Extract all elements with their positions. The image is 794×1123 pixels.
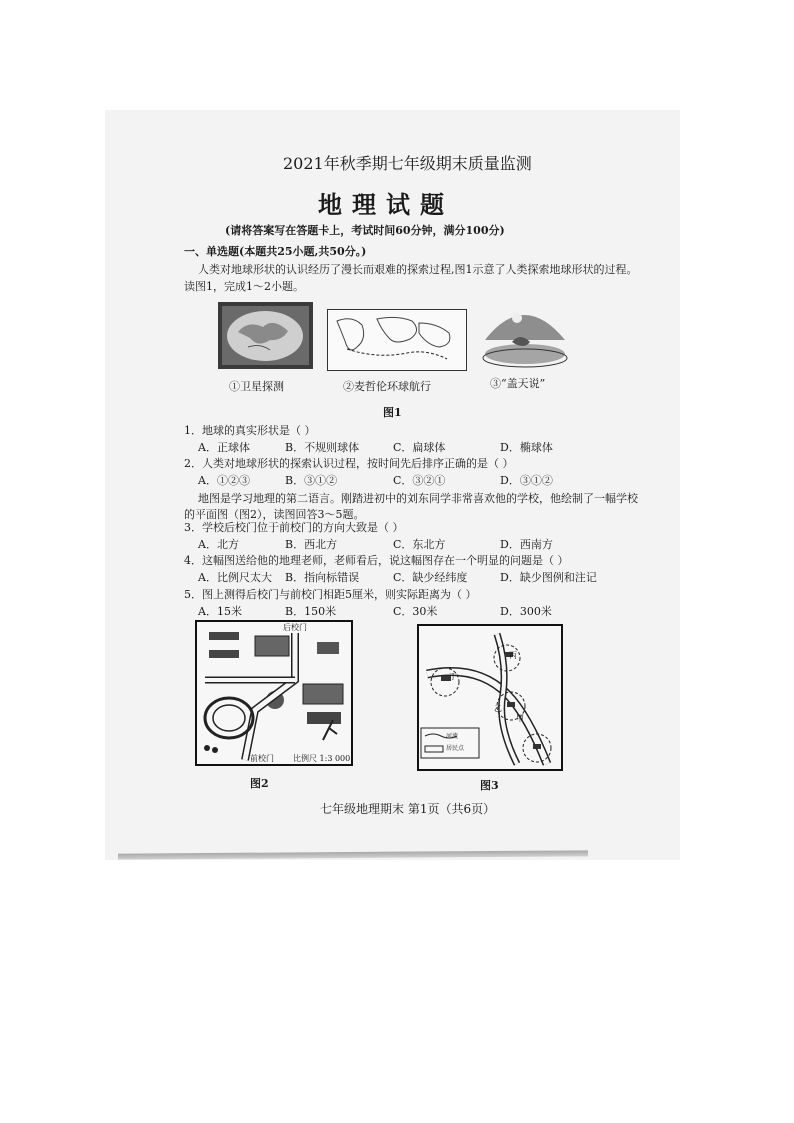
q3-option-a: A．北方 xyxy=(198,538,239,551)
exam-instruction: (请将答案写在答题卡上，考试时间60分钟，满分100分) xyxy=(225,224,505,237)
gaitian-model-image xyxy=(477,300,572,375)
intro-line-1: 人类对地球形状的认识经历了漫长而艰难的探索过程,图1示意了人类探索地球形状的过程。 xyxy=(198,263,638,276)
question-1: 1．地球的真实形状是（ ） xyxy=(184,424,316,437)
q2-option-d: D．③①② xyxy=(500,474,553,487)
mark-yi: 乙 xyxy=(494,704,502,713)
q2-option-b: B．③①② xyxy=(285,474,338,487)
question-3: 3．学校后校门位于前校门的方向大致是（ ） xyxy=(184,521,404,534)
scale-label: 比例尺 1:3 000 xyxy=(293,754,351,763)
q1-option-d: D．椭球体 xyxy=(500,441,553,454)
front-gate-label: 前校门 xyxy=(250,754,274,763)
school-plan-map xyxy=(195,620,353,766)
intro-line-2: 读图1，完成1～2小题。 xyxy=(184,280,304,293)
figure3-label: 图3 xyxy=(480,779,499,792)
question-5: 5．图上测得后校门与前校门相距5厘米，则实际距离为（ ） xyxy=(184,588,477,601)
map-intro-line-1: 地图是学习地理的第二语言。刚踏进初中的刘东同学非常喜欢他的学校，他绘制了一幅学校 xyxy=(198,492,638,505)
q4-option-c: C．缺少经纬度 xyxy=(393,571,468,584)
section-heading: 一、单选题(本题共25小题,共50分。) xyxy=(184,245,367,258)
q3-option-b: B．西北方 xyxy=(285,538,338,551)
q4-option-b: B．指向标错误 xyxy=(285,571,360,584)
q5-option-c: C．30米 xyxy=(393,605,438,618)
mark-jia: 甲 xyxy=(516,714,524,723)
question-2: 2．人类对地球形状的探索认识过程，按时间先后排序正确的是（ ） xyxy=(184,457,514,470)
figure1-caption-2: ②麦哲伦环球航行 xyxy=(343,380,431,393)
q2-option-a: A．①②③ xyxy=(198,474,250,487)
q1-option-a: A．正球体 xyxy=(198,441,250,454)
exam-title: 地理试题 xyxy=(318,190,454,219)
map-intro-line-2: 的平面图（图2），读图回答3～5题。 xyxy=(184,508,365,521)
magellan-route-map xyxy=(327,309,467,371)
q2-option-c: C．③②① xyxy=(393,474,446,487)
q4-option-d: D．缺少图例和注记 xyxy=(500,571,597,584)
figure2-label: 图2 xyxy=(250,777,269,790)
legend-settlement: 居民点 xyxy=(446,745,465,752)
river-settlement-map xyxy=(417,624,563,771)
mark-ding: 丁 xyxy=(449,672,457,681)
q5-option-a: A．15米 xyxy=(198,605,242,618)
satellite-photo-image xyxy=(218,302,313,369)
legend-river: 河流 xyxy=(446,733,459,740)
q3-option-c: C．东北方 xyxy=(393,538,446,551)
exam-subtitle: 2021年秋季期七年级期末质量监测 xyxy=(283,154,532,173)
q1-option-c: C．扁球体 xyxy=(393,441,446,454)
q4-option-a: A．比例尺太大 xyxy=(198,571,272,584)
q5-option-d: D．300米 xyxy=(500,605,552,618)
figure1-caption-1: ①卫星探测 xyxy=(229,380,284,393)
back-gate-label: 后校门 xyxy=(283,623,307,632)
q3-option-d: D．西南方 xyxy=(500,538,553,551)
q5-option-b: B．150米 xyxy=(285,605,337,618)
question-4: 4．这幅图送给他的地理老师，老师看后，说这幅图存在一个明显的问题是（ ） xyxy=(184,554,569,567)
q1-option-b: B．不规则球体 xyxy=(285,441,360,454)
mark-bing: 丙 xyxy=(509,651,517,660)
page-footer: 七年级地理期末 第1页（共6页） xyxy=(320,802,496,816)
figure1-label: 图1 xyxy=(383,406,402,419)
figure1-caption-3: ③“盖天说” xyxy=(490,377,546,390)
